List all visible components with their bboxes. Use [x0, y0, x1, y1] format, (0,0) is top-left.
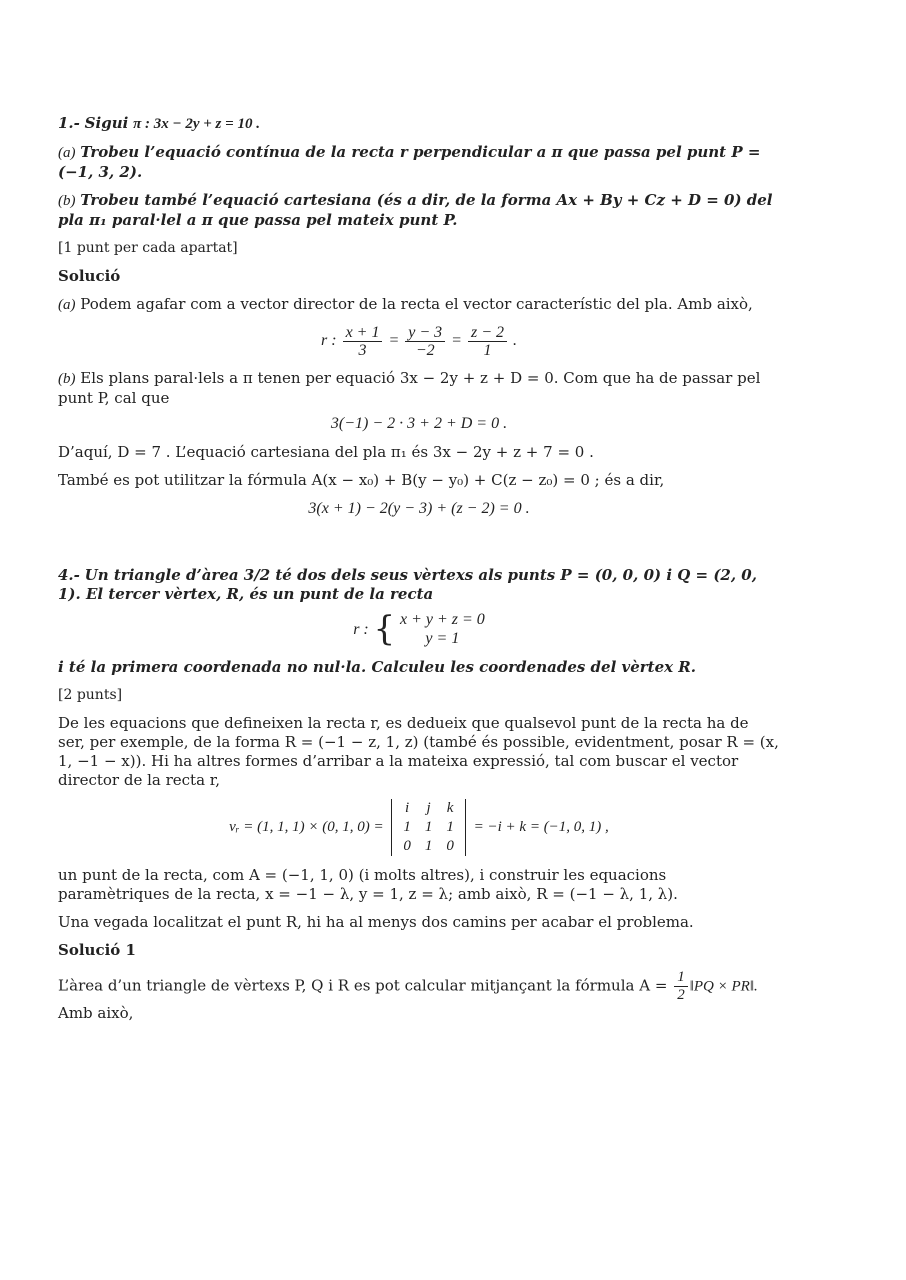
determinant-cell: 0 — [403, 838, 411, 854]
equation-b: 3(−1) − 2 · 3 + 2 + D = 0 . — [330, 415, 508, 432]
solution-a: (a) Podem agafar com a vector director de la recta el vector característic del pla. Amb això, — [58, 295, 753, 313]
solution-title: Solució — [58, 267, 121, 285]
paragraph-3: Una vegada localitzat el punt R, hi ha al menys dos camins per acabar el problema. — [58, 913, 694, 931]
problem-number: 4.- — [58, 566, 80, 584]
problem-number: 1.- — [58, 114, 80, 132]
paragraph-4: L’àrea d’un triangle de vèrtexs P, Q i R es pot calcular mitjançant la fórmula A = $\frac{1}{2}$ ‖PQ × PR‖. Amb això, — [58, 969, 758, 1022]
determinant-cell: i — [405, 800, 410, 816]
solution-1-title: Solució 1 — [58, 941, 136, 959]
fraction: $\frac{z - 2}{1}$ — [468, 324, 507, 359]
problem-4-statement-end: i té la primera coordenada no nul·la. Calculeu les coordenades del vèrtex R. — [58, 658, 696, 676]
determinant-cell: k — [446, 800, 454, 816]
equation-alternative: 3(x + 1) − 2(y − 3) + (z − 2) = 0 . — [308, 500, 530, 517]
problem-1-part-b: (b) Trobeu també l’equació cartesiana (és a dir, de la forma Ax + By + Cz + D = 0) del pla π₁ paral·lel a π que passa pel mateix punt P. — [58, 191, 773, 229]
problem-1-heading — [58, 114, 780, 134]
points-note: [1 punt per cada apartat] — [58, 240, 238, 256]
determinant-cell: 1 — [424, 838, 433, 854]
determinant-matrix — [391, 799, 466, 856]
determinant-cell: 1 — [403, 819, 411, 835]
fraction: $\frac{1}{2}$ — [674, 969, 688, 1004]
determinant-cell: 1 — [446, 819, 454, 835]
points-note: [2 punts] — [58, 687, 123, 703]
determinant-cell: j — [426, 800, 431, 816]
line-continuous-equation: r : $\frac{x + 1}{3}$ = $\frac{y - 3}{-2}$ = $\frac{z - 2}{1}$ . — [321, 324, 517, 359]
problem-4-heading — [58, 566, 780, 604]
d-result: D’aquí, D = 7 . L’equació cartesiana del pla π₁ és 3x − 2y + z + 7 = 0 . — [58, 443, 594, 461]
plane-equation: π : 3x − 2y + z = 10 . — [133, 116, 260, 132]
solution-b: (b) Els plans paral·lels a π tenen per equació 3x − 2y + z + D = 0. Com que ha de passar pel punt P, cal que — [58, 369, 761, 407]
problem-1-part-a: (a) Trobeu l’equació contínua de la recta r perpendicular a π que passa pel punt P = (−1, 3, 2). — [58, 143, 761, 181]
line-system: r : { x + y + z = 0 y = 1 — [353, 609, 485, 649]
problem-statement: Un triangle d’àrea 3/2 té dos dels seus vèrtexs als punts P = (0, 0, 0) i Q = (2, 0, 1). El tercer vèrtex, R, és un punt de la recta — [58, 566, 757, 603]
problem-intro: Sigui — [84, 114, 129, 132]
fraction: $\frac{y - 3}{-2}$ — [405, 324, 445, 359]
document-page — [58, 114, 780, 1032]
paragraph-2: un punt de la recta, com A = (−1, 1, 0) (i molts altres), i construir les equacions paramètriques de la recta, x = −1 − λ, y = 1, z = λ; amb això, R = (−1 − λ, 1, λ). — [58, 866, 678, 903]
determinant-cell: 0 — [446, 838, 454, 854]
alternative-formula: També es pot utilitzar la fórmula A(x − x₀) + B(y − y₀) + C(z − z₀) = 0 ; és a dir, — [58, 471, 665, 489]
fraction: $\frac{x + 1}{3}$ — [343, 324, 383, 359]
paragraph-1: De les equacions que defineixen la recta r, es dedueix que qualsevol punt de la recta ha de ser, per exemple, de la forma R = (−1 − z, 1, z) (també és possible, evidentment, posar R = (x, 1, −1 − x)). Hi ha altres formes d’arribar a la mateixa expressió, tal com buscar el vector director de la recta r, — [58, 714, 779, 789]
determinant-cell: 1 — [424, 819, 433, 835]
cross-product-determinant: vᵣ = (1, 1, 1) × (0, 1, 0) = i j k 1 1 1 0 1 0 = −i + k = (−1, 0, 1) , — [229, 800, 609, 854]
